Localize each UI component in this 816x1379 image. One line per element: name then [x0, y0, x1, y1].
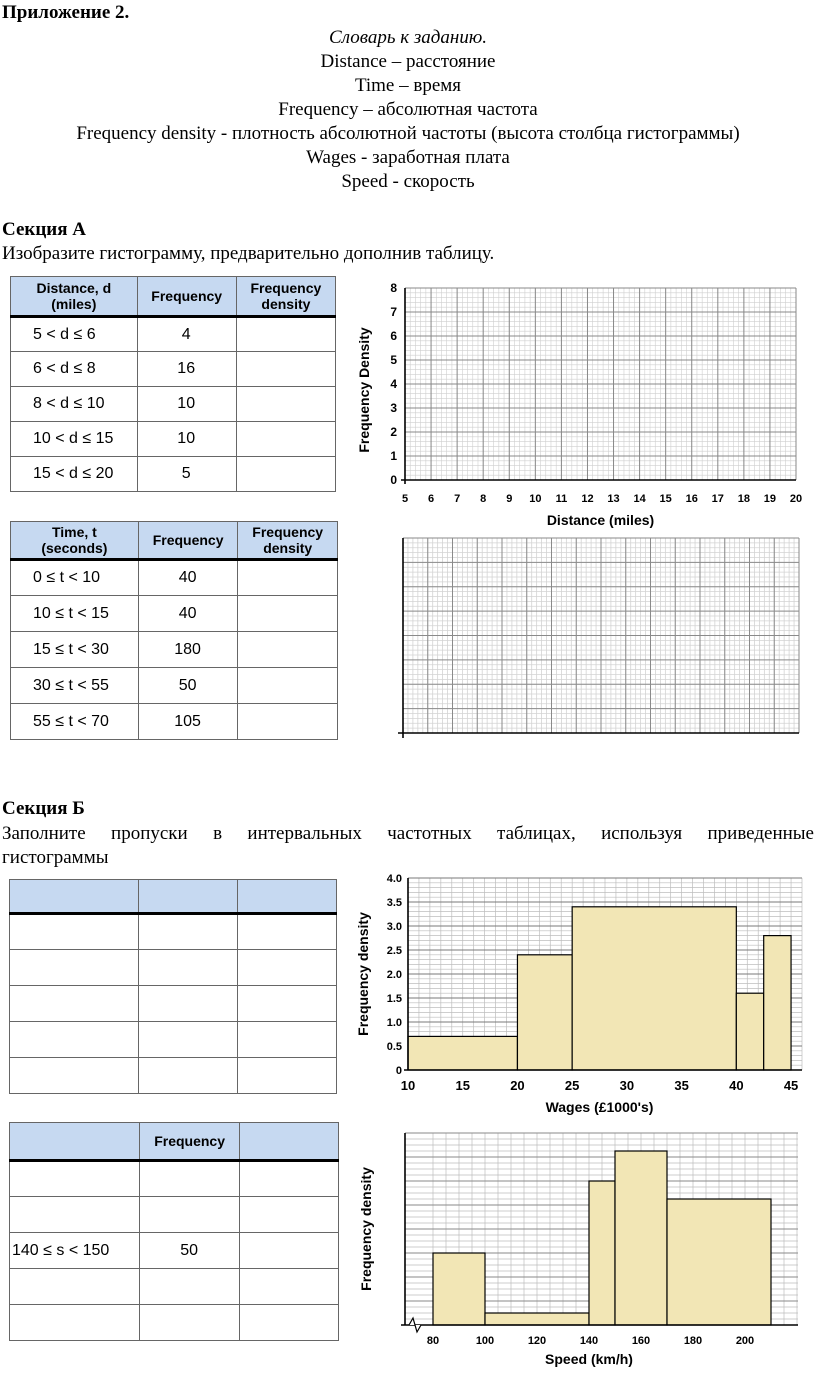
section-b-title: Секция Б [2, 798, 85, 819]
table-cell: 15 < d ≤ 20 [11, 457, 138, 492]
table-cell-empty[interactable] [10, 986, 139, 1022]
table-cell-empty[interactable] [240, 1161, 339, 1197]
y-tick-label: 0.5 [386, 1041, 402, 1053]
table-cell-empty[interactable] [236, 387, 335, 422]
y-tick-label: 7 [390, 305, 397, 319]
time-table [10, 521, 338, 740]
y-tick-label: 1 [390, 449, 397, 463]
table-cell: 15 ≤ t < 30 [11, 632, 139, 668]
axis-break-icon [409, 1318, 421, 1332]
table-cell: 40 [138, 596, 238, 632]
x-tick-label: 8 [480, 493, 487, 505]
y-tick-label: 8 [390, 281, 397, 295]
table-cell: 105 [138, 704, 238, 740]
table-cell: 140 ≤ s < 150 [10, 1233, 140, 1269]
table-cell-empty[interactable] [240, 1305, 339, 1341]
table-cell: 50 [140, 1233, 240, 1269]
table-cell: 10 ≤ t < 15 [11, 596, 139, 632]
table-cell-empty[interactable] [10, 950, 139, 986]
table-cell-empty[interactable] [10, 1197, 140, 1233]
y-axis-label: Frequency density [355, 912, 371, 1036]
x-tick-label: 5 [401, 493, 409, 505]
y-axis-label: Frequency Density [356, 327, 372, 453]
x-tick-label: 200 [735, 1335, 755, 1347]
x-tick-label: 40 [729, 1078, 744, 1093]
x-tick-label: 14 [633, 493, 646, 505]
x-tick-label: 16 [685, 493, 698, 505]
x-tick-label: 180 [683, 1335, 703, 1347]
x-axis-label: Speed (km/h) [545, 1351, 633, 1367]
y-tick-label: 2 [390, 425, 397, 439]
table-header [138, 880, 237, 914]
y-tick-label: 2.5 [386, 945, 402, 957]
x-tick-label: 7 [454, 493, 461, 505]
table-cell-empty[interactable] [237, 1022, 336, 1058]
x-tick-label: 80 [426, 1335, 440, 1347]
x-tick-label: 15 [659, 493, 672, 505]
x-tick-label: 15 [455, 1078, 470, 1093]
histogram-bar [589, 1181, 615, 1325]
histogram-bar [667, 1199, 771, 1325]
wages-histogram [350, 870, 810, 1120]
table-header: Time, t (seconds) [11, 522, 139, 560]
table-cell: 8 < d ≤ 10 [11, 387, 138, 422]
table-cell-empty[interactable] [138, 1022, 237, 1058]
table-cell-empty[interactable] [240, 1233, 339, 1269]
table-cell-empty[interactable] [240, 1197, 339, 1233]
x-tick-label: 25 [564, 1078, 580, 1093]
histogram-bar [408, 1036, 517, 1070]
distance-histogram-grid [350, 280, 810, 535]
glossary-line: Distance – расстояние [320, 51, 496, 72]
table-cell-empty[interactable] [138, 950, 237, 986]
speed-table [9, 1122, 339, 1341]
table-cell-empty[interactable] [10, 1305, 140, 1341]
table-header: Distance, d (miles) [11, 277, 138, 317]
table-cell: 10 < d ≤ 15 [11, 422, 138, 457]
glossary-line: Frequency – абсолютная частота [278, 99, 538, 120]
table-cell: 30 ≤ t < 55 [11, 668, 139, 704]
table-cell-empty[interactable] [236, 317, 335, 352]
table-cell-empty[interactable] [238, 704, 338, 740]
y-tick-label: 0 [395, 1065, 402, 1077]
y-tick-label: 1.0 [386, 1017, 402, 1029]
y-tick-label: 1.5 [386, 993, 402, 1005]
y-tick-label: 3 [390, 401, 397, 415]
glossary-line: Frequency density - плотность абсолютной частоты (высота столбца гистограммы) [76, 123, 740, 144]
wages-table [9, 879, 337, 1094]
table-cell-empty[interactable] [10, 1058, 139, 1094]
table-cell-empty[interactable] [238, 668, 338, 704]
table-cell: 55 ≤ t < 70 [11, 704, 139, 740]
table-cell: 180 [138, 632, 238, 668]
table-cell-empty[interactable] [10, 1022, 139, 1058]
histogram-bar [615, 1151, 667, 1325]
x-tick-label: 19 [763, 493, 777, 505]
y-axis-label: Frequency density [358, 1167, 374, 1291]
table-cell: 50 [138, 668, 238, 704]
histogram-bar [517, 955, 572, 1070]
x-tick-label: 20 [789, 493, 803, 505]
histogram-bar [764, 936, 791, 1070]
table-cell-empty[interactable] [140, 1197, 240, 1233]
table-cell-empty[interactable] [140, 1161, 240, 1197]
section-a-instruction: Изобразите гистограмму, предварительно дополнив таблицу. [2, 243, 495, 264]
histogram-bar [433, 1253, 485, 1325]
x-tick-label: 30 [619, 1078, 635, 1093]
table-cell-empty[interactable] [138, 914, 237, 950]
table-cell: 40 [138, 560, 238, 596]
table-header [237, 880, 336, 914]
histogram-bar [736, 993, 763, 1070]
y-tick-label: 3.0 [386, 921, 402, 933]
table-header: Frequency [140, 1123, 240, 1161]
glossary-heading: Словарь к заданию. [329, 27, 487, 48]
table-cell: 4 [137, 317, 236, 352]
glossary-line: Wages - заработная плата [306, 147, 510, 168]
table-cell-empty[interactable] [240, 1269, 339, 1305]
x-tick-label: 45 [783, 1078, 799, 1093]
table-header [10, 1123, 140, 1161]
y-tick-label: 5 [390, 353, 397, 367]
y-tick-label: 3.5 [386, 897, 402, 909]
appendix-title: Приложение 2. [2, 2, 130, 23]
section-b-instruction: Заполните пропуски в интервальных частотных таблицах, используя приведенные [2, 823, 814, 844]
x-tick-label: 20 [510, 1078, 525, 1093]
table-cell: 5 [137, 457, 236, 492]
y-tick-label: 4 [390, 377, 397, 391]
x-tick-label: 13 [607, 493, 620, 505]
table-header: Frequency [138, 522, 238, 560]
x-tick-label: 11 [555, 493, 568, 505]
x-tick-label: 12 [581, 493, 594, 505]
table-cell: 0 ≤ t < 10 [11, 560, 139, 596]
table-header: Frequency [137, 277, 236, 317]
y-tick-label: 4.0 [386, 873, 402, 885]
table-cell: 10 [137, 387, 236, 422]
table-cell-empty[interactable] [237, 914, 336, 950]
table-header [240, 1123, 339, 1161]
histogram-bar [485, 1313, 589, 1325]
table-cell: 5 < d ≤ 6 [11, 317, 138, 352]
table-header: Frequency density [238, 522, 338, 560]
table-cell: 10 [137, 422, 236, 457]
table-cell: 16 [137, 352, 236, 387]
x-axis-label: Wages (£1000's) [545, 1099, 654, 1115]
x-tick-label: 140 [579, 1335, 599, 1347]
section-b-instruction-cont: гистограммы [2, 847, 109, 868]
glossary-line: Time – время [354, 75, 462, 96]
table-cell-empty[interactable] [10, 914, 139, 950]
table-cell-empty[interactable] [238, 596, 338, 632]
time-histogram-grid [395, 532, 805, 742]
table-cell-empty[interactable] [138, 986, 237, 1022]
table-cell-empty[interactable] [236, 352, 335, 387]
y-tick-label: 6 [390, 329, 397, 343]
table-header [10, 880, 139, 914]
x-tick-label: 17 [711, 493, 724, 505]
x-tick-label: 9 [506, 493, 513, 505]
x-tick-label: 100 [475, 1335, 495, 1347]
x-tick-label: 160 [631, 1335, 651, 1347]
x-tick-label: 120 [527, 1335, 547, 1347]
table-cell-empty[interactable] [238, 560, 338, 596]
glossary-line: Speed - скорость [341, 171, 475, 192]
y-tick-label: 0 [390, 473, 397, 487]
table-cell-empty[interactable] [236, 422, 335, 457]
x-tick-label: 35 [674, 1078, 689, 1093]
table-cell-empty[interactable] [237, 950, 336, 986]
table-cell-empty[interactable] [140, 1305, 240, 1341]
section-a-title: Секция А [2, 219, 86, 240]
x-tick-label: 10 [400, 1078, 416, 1093]
table-cell-empty[interactable] [238, 632, 338, 668]
table-cell-empty[interactable] [237, 986, 336, 1022]
x-tick-label: 6 [428, 493, 435, 505]
x-tick-label: 18 [737, 493, 750, 505]
table-cell-empty[interactable] [237, 1058, 336, 1094]
histogram-bar [572, 907, 736, 1070]
speed-histogram [350, 1125, 810, 1373]
table-cell-empty[interactable] [236, 457, 335, 492]
table-cell: 6 < d ≤ 8 [11, 352, 138, 387]
table-cell-empty[interactable] [140, 1269, 240, 1305]
table-cell-empty[interactable] [138, 1058, 237, 1094]
x-tick-label: 10 [529, 493, 542, 505]
table-cell-empty[interactable] [10, 1161, 140, 1197]
table-header: Frequency density [236, 277, 335, 317]
table-cell-empty[interactable] [10, 1269, 140, 1305]
x-axis-label: Distance (miles) [546, 512, 655, 528]
y-tick-label: 2.0 [386, 969, 402, 981]
distance-table [10, 276, 336, 492]
